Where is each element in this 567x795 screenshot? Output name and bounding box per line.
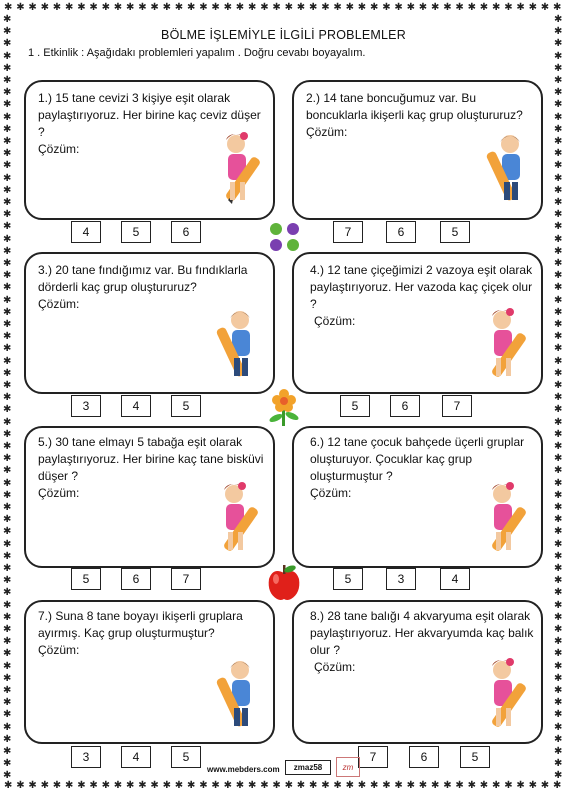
border-star-icon: ✱ <box>4 2 13 13</box>
border-star-icon: ✱ <box>3 489 12 501</box>
border-star-icon: ✱ <box>309 780 318 791</box>
answer-option[interactable]: 6 <box>171 221 201 243</box>
border-star-icon: ✱ <box>554 697 563 709</box>
border-star-icon: ✱ <box>3 270 12 282</box>
border-star-icon: ✱ <box>101 2 110 13</box>
border-star-icon: ✱ <box>554 75 563 86</box>
border-star-icon: ✱ <box>3 221 12 233</box>
boy-with-pencil-icon <box>482 130 542 210</box>
border-star-icon: ✱ <box>540 2 550 13</box>
border-star-icon: ✱ <box>504 780 513 791</box>
border-star-icon: ✱ <box>260 780 269 791</box>
border-star-icon: ✱ <box>272 2 281 13</box>
border-star-icon: ✱ <box>554 672 563 684</box>
border-star-icon: ✱ <box>554 245 563 257</box>
problem-card-4 <box>292 252 543 394</box>
border-star-icon: ✱ <box>3 563 12 574</box>
border-star-icon: ✱ <box>333 780 342 791</box>
answer-option[interactable]: 7 <box>333 221 363 243</box>
instruction-text: 1 . Etkinlik : Aşağıdakı problemleri yapalım . Doğru cevabı boyayalım. <box>28 47 366 59</box>
border-star-icon: ✱ <box>554 502 563 513</box>
border-star-icon: ✱ <box>431 2 440 13</box>
border-star-icon: ✱ <box>554 14 563 25</box>
answer-option[interactable]: 7 <box>171 568 201 590</box>
border-star-icon: ✱ <box>3 38 12 50</box>
solution-label-5: Çözüm: <box>38 486 80 500</box>
border-star-icon: ✱ <box>3 14 12 25</box>
border-star-icon: ✱ <box>554 331 563 343</box>
border-star-icon: ✱ <box>3 50 12 62</box>
border-star-icon: ✱ <box>248 780 257 791</box>
border-star-icon: ✱ <box>174 780 184 791</box>
border-star-icon: ✱ <box>554 416 563 428</box>
border-star-icon: ✱ <box>3 282 12 294</box>
border-star-icon: ✱ <box>3 611 12 623</box>
problem-card-6 <box>292 426 543 568</box>
apple-icon <box>265 563 303 603</box>
border-star-icon: ✱ <box>382 2 391 13</box>
border-star-icon: ✱ <box>554 563 563 574</box>
border-star-icon: ✱ <box>554 26 563 38</box>
answer-option[interactable]: 7 <box>442 395 472 417</box>
border-star-icon: ✱ <box>554 184 563 196</box>
border-star-icon: ✱ <box>3 770 12 782</box>
border-star-icon: ✱ <box>113 2 123 13</box>
border-star-icon: ✱ <box>321 780 330 791</box>
border-star-icon: ✱ <box>16 780 25 791</box>
border-star-icon: ✱ <box>455 780 464 791</box>
border-star-icon: ✱ <box>3 587 12 599</box>
boy-with-pencil-icon <box>212 656 272 736</box>
border-star-icon: ✱ <box>3 87 12 99</box>
border-star-icon: ✱ <box>554 526 563 538</box>
border-star-icon: ✱ <box>235 2 245 13</box>
solution-label-8: Çözüm: <box>314 660 356 674</box>
border-star-icon: ✱ <box>554 233 563 245</box>
answer-option[interactable]: 6 <box>386 221 416 243</box>
border-star-icon: ✱ <box>3 111 12 123</box>
border-star-icon: ✱ <box>554 550 563 562</box>
border-star-icon: ✱ <box>3 526 12 538</box>
border-star-icon: ✱ <box>3 160 12 172</box>
border-star-icon: ✱ <box>554 758 563 770</box>
border-star-icon: ✱ <box>3 148 12 160</box>
border-star-icon: ✱ <box>382 780 391 791</box>
border-star-icon: ✱ <box>3 514 12 526</box>
answer-option[interactable]: 4 <box>440 568 470 590</box>
girl-with-pencil-icon <box>480 656 540 736</box>
border-star-icon: ✱ <box>554 770 563 782</box>
problem-card-7 <box>24 600 275 744</box>
border-star-icon: ✱ <box>554 636 563 648</box>
border-star-icon: ✱ <box>77 780 86 791</box>
border-star-icon: ✱ <box>528 2 537 13</box>
footer-signature: zm <box>336 757 360 777</box>
border-star-icon: ✱ <box>235 780 245 791</box>
border-star-icon: ✱ <box>345 780 354 791</box>
border-star-icon: ✱ <box>199 2 208 13</box>
border-star-icon: ✱ <box>3 733 12 745</box>
solution-label-6: Çözüm: <box>310 486 352 500</box>
answer-option[interactable]: 5 <box>71 568 101 590</box>
border-star-icon: ✱ <box>3 441 12 452</box>
solution-label-2: Çözüm: <box>306 125 348 139</box>
answer-option[interactable]: 3 <box>386 568 416 590</box>
border-star-icon: ✱ <box>554 660 563 672</box>
border-star-icon: ✱ <box>138 2 147 13</box>
border-star-icon: ✱ <box>3 26 12 38</box>
answer-option[interactable]: 5 <box>121 221 151 243</box>
border-star-icon: ✱ <box>3 660 12 672</box>
problem-text-5: 5.) 30 tane elmayı 5 tabağa eşit olarak paylaştırıyoruz. Her birine kaç tane bisküvi düşer ? Çözüm: <box>38 434 270 502</box>
border-star-icon: ✱ <box>554 599 563 611</box>
border-star-icon: ✱ <box>199 780 208 791</box>
border-star-icon: ✱ <box>187 2 196 13</box>
border-star-icon: ✱ <box>554 733 563 745</box>
border-star-icon: ✱ <box>554 160 563 172</box>
answer-option[interactable]: 5 <box>171 395 201 417</box>
border-star-icon: ✱ <box>554 209 563 221</box>
girl-with-pencil-icon <box>480 480 540 560</box>
border-star-icon: ✱ <box>467 780 476 791</box>
problem-card-5 <box>24 426 275 568</box>
border-star-icon: ✱ <box>540 780 550 791</box>
border-star-icon: ✱ <box>554 685 563 696</box>
border-star-icon: ✱ <box>3 624 12 635</box>
border-star-icon: ✱ <box>3 355 12 367</box>
border-star-icon: ✱ <box>554 380 563 391</box>
border-star-icon: ✱ <box>3 416 12 428</box>
border-star-icon: ✱ <box>284 2 293 13</box>
border-star-icon: ✱ <box>554 648 563 660</box>
border-star-icon: ✱ <box>89 780 98 791</box>
solution-label-1: Çözüm: <box>38 142 80 156</box>
border-star-icon: ✱ <box>554 50 563 62</box>
border-star-icon: ✱ <box>554 392 563 404</box>
border-star-icon: ✱ <box>138 780 147 791</box>
border-star-icon: ✱ <box>554 355 563 367</box>
border-star-icon: ✱ <box>3 575 12 587</box>
border-star-icon: ✱ <box>3 99 12 111</box>
border-star-icon: ✱ <box>554 99 563 111</box>
answer-option[interactable]: 5 <box>171 746 201 768</box>
answer-option[interactable]: 5 <box>333 568 363 590</box>
problem-text-3: 3.) 20 tane fındığımız var. Bu fındıklarla dörderli kaç grup oluştururuz? Çözüm: <box>38 262 268 313</box>
problem-text-2: 2.) 14 tane boncuğumuz var. Bu boncuklarla ikişerli kaç grup oluştururuz? Çözüm: <box>306 90 538 141</box>
beads-icon <box>267 221 303 253</box>
border-star-icon: ✱ <box>504 2 513 13</box>
girl-with-pencil-icon <box>480 306 540 386</box>
problem-text-8: 8.) 28 tane balığı 4 akvaryuma eşit olarak paylaştırıyoruz. Her akvaryumda kaç balık olur ? Çözüm: <box>310 608 542 676</box>
border-star-icon: ✱ <box>554 343 563 355</box>
answer-option[interactable]: 6 <box>390 395 420 417</box>
border-star-icon: ✱ <box>553 2 562 13</box>
border-star-icon: ✱ <box>3 392 12 404</box>
border-star-icon: ✱ <box>3 477 12 489</box>
answer-option[interactable]: 6 <box>409 746 439 768</box>
border-star-icon: ✱ <box>3 453 12 465</box>
answer-option[interactable]: 3 <box>71 746 101 768</box>
border-star-icon: ✱ <box>345 2 354 13</box>
border-star-icon: ✱ <box>554 172 563 184</box>
border-star-icon: ✱ <box>3 428 12 440</box>
border-star-icon: ✱ <box>554 428 563 440</box>
page-title: BÖLME İŞLEMİYLE İLGİLİ PROBLEMLER <box>161 28 406 42</box>
border-star-icon: ✱ <box>554 575 563 587</box>
border-star-icon: ✱ <box>3 184 12 196</box>
border-star-icon: ✱ <box>554 514 563 526</box>
border-star-icon: ✱ <box>174 2 184 13</box>
border-star-icon: ✱ <box>3 648 12 660</box>
border-star-icon: ✱ <box>554 624 563 635</box>
border-star-icon: ✱ <box>3 465 12 477</box>
border-star-icon: ✱ <box>4 780 13 791</box>
border-star-icon: ✱ <box>554 197 563 208</box>
border-star-icon: ✱ <box>443 2 452 13</box>
answer-option[interactable]: 5 <box>440 221 470 243</box>
border-star-icon: ✱ <box>3 62 12 74</box>
border-star-icon: ✱ <box>554 441 563 452</box>
border-star-icon: ✱ <box>516 780 525 791</box>
border-star-icon: ✱ <box>162 780 171 791</box>
border-star-icon: ✱ <box>260 2 269 13</box>
border-star-icon: ✱ <box>65 780 74 791</box>
girl-with-pencil-icon <box>214 130 274 210</box>
border-star-icon: ✱ <box>3 404 12 416</box>
border-star-icon: ✱ <box>443 780 452 791</box>
border-star-icon: ✱ <box>3 672 12 684</box>
answer-option[interactable]: 5 <box>460 746 490 768</box>
border-star-icon: ✱ <box>52 780 62 791</box>
border-star-icon: ✱ <box>554 38 563 50</box>
border-star-icon: ✱ <box>554 136 563 147</box>
problem-text-7: 7.) Suna 8 tane boyayı ikişerli gruplara ayırmış. Kaç grup oluşturmuştur? Çözüm: <box>38 608 272 659</box>
border-star-icon: ✱ <box>40 780 49 791</box>
border-star-icon: ✱ <box>467 2 476 13</box>
border-star-icon: ✱ <box>492 2 501 13</box>
answer-option[interactable]: 4 <box>121 395 151 417</box>
border-star-icon: ✱ <box>3 599 12 611</box>
border-star-icon: ✱ <box>554 294 563 306</box>
border-star-icon: ✱ <box>272 780 281 791</box>
border-star-icon: ✱ <box>3 172 12 184</box>
border-star-icon: ✱ <box>554 270 563 282</box>
border-star-icon: ✱ <box>113 780 123 791</box>
border-star-icon: ✱ <box>296 780 306 791</box>
solution-label-7: Çözüm: <box>38 643 80 657</box>
border-star-icon: ✱ <box>77 2 86 13</box>
border-star-icon: ✱ <box>3 123 12 135</box>
answer-option[interactable]: 3 <box>71 395 101 417</box>
border-star-icon: ✱ <box>3 75 12 86</box>
border-star-icon: ✱ <box>3 331 12 343</box>
problem-text-6: 6.) 12 tane çocuk bahçede üçerli gruplar oluşturuyor. Çocuklar kaç grup oluşturmuştur ? Çözüm: <box>310 434 532 502</box>
border-star-icon: ✱ <box>554 87 563 99</box>
border-star-icon: ✱ <box>3 758 12 770</box>
border-star-icon: ✱ <box>418 780 428 791</box>
border-star-icon: ✱ <box>3 294 12 306</box>
border-star-icon: ✱ <box>223 780 232 791</box>
border-star-icon: ✱ <box>528 780 537 791</box>
border-star-icon: ✱ <box>3 367 12 379</box>
border-star-icon: ✱ <box>554 404 563 416</box>
border-star-icon: ✱ <box>479 780 489 791</box>
border-star-icon: ✱ <box>3 258 12 269</box>
boy-with-pencil-icon <box>212 306 272 386</box>
border-star-icon: ✱ <box>248 2 257 13</box>
border-star-icon: ✱ <box>394 2 403 13</box>
border-star-icon: ✱ <box>554 123 563 135</box>
border-star-icon: ✱ <box>455 2 464 13</box>
border-star-icon: ✱ <box>3 306 12 318</box>
border-star-icon: ✱ <box>309 2 318 13</box>
border-star-icon: ✱ <box>554 477 563 489</box>
border-star-icon: ✱ <box>3 721 12 733</box>
border-star-icon: ✱ <box>554 282 563 294</box>
answer-option[interactable]: 4 <box>121 746 151 768</box>
border-star-icon: ✱ <box>40 2 49 13</box>
border-star-icon: ✱ <box>370 780 379 791</box>
border-star-icon: ✱ <box>357 780 367 791</box>
footer-badge: zmaz58 <box>285 760 331 775</box>
border-star-icon: ✱ <box>370 2 379 13</box>
border-star-icon: ✱ <box>406 2 415 13</box>
problem-card-3 <box>24 252 275 394</box>
border-star-icon: ✱ <box>3 233 12 245</box>
border-star-icon: ✱ <box>554 62 563 74</box>
border-star-icon: ✱ <box>418 2 428 13</box>
border-star-icon: ✱ <box>554 221 563 233</box>
border-star-icon: ✱ <box>150 2 159 13</box>
border-star-icon: ✱ <box>554 489 563 501</box>
border-star-icon: ✱ <box>406 780 415 791</box>
problem-text-4: 4.) 12 tane çiçeğimizi 2 vazoya eşit olarak paylaştırıyoruz. Her vazoda kaç çiçek olur ? Çözüm: <box>310 262 538 330</box>
answer-option[interactable]: 7 <box>358 746 388 768</box>
answer-option[interactable]: 4 <box>71 221 101 243</box>
border-star-icon: ✱ <box>3 380 12 391</box>
border-star-icon: ✱ <box>296 2 306 13</box>
border-star-icon: ✱ <box>3 245 12 257</box>
border-star-icon: ✱ <box>357 2 367 13</box>
border-star-icon: ✱ <box>431 780 440 791</box>
border-star-icon: ✱ <box>321 2 330 13</box>
border-star-icon: ✱ <box>554 111 563 123</box>
border-star-icon: ✱ <box>553 780 562 791</box>
border-star-icon: ✱ <box>479 2 489 13</box>
border-star-icon: ✱ <box>16 2 25 13</box>
border-star-icon: ✱ <box>223 2 232 13</box>
border-star-icon: ✱ <box>554 721 563 733</box>
border-star-icon: ✱ <box>3 136 12 147</box>
problem-card-1 <box>24 80 275 220</box>
border-star-icon: ✱ <box>211 780 220 791</box>
border-star-icon: ✱ <box>3 319 12 330</box>
border-star-icon: ✱ <box>3 746 12 757</box>
border-star-icon: ✱ <box>554 367 563 379</box>
border-star-icon: ✱ <box>3 685 12 696</box>
border-star-icon: ✱ <box>3 636 12 648</box>
border-star-icon: ✱ <box>3 197 12 208</box>
border-star-icon: ✱ <box>89 2 98 13</box>
border-star-icon: ✱ <box>3 550 12 562</box>
border-star-icon: ✱ <box>394 780 403 791</box>
border-star-icon: ✱ <box>3 343 12 355</box>
border-star-icon: ✱ <box>554 258 563 269</box>
girl-with-pencil-icon <box>212 480 272 560</box>
problem-text-1: 1.) 15 tane cevizi 3 kişiye eşit olarak paylaştırıyoruz. Her birine kaç ceviz düşer ? Çözüm: <box>38 90 266 158</box>
problem-card-8 <box>292 600 543 744</box>
border-star-icon: ✱ <box>3 209 12 221</box>
problem-card-2 <box>292 80 543 220</box>
border-star-icon: ✱ <box>3 697 12 709</box>
footer-website: www.mebders.com <box>207 765 280 774</box>
border-star-icon: ✱ <box>554 319 563 330</box>
border-star-icon: ✱ <box>28 780 37 791</box>
flower-icon <box>266 388 302 428</box>
border-star-icon: ✱ <box>554 306 563 318</box>
border-star-icon: ✱ <box>516 2 525 13</box>
border-star-icon: ✱ <box>554 148 563 160</box>
solution-label-3: Çözüm: <box>38 297 80 311</box>
border-star-icon: ✱ <box>554 587 563 599</box>
border-star-icon: ✱ <box>126 2 135 13</box>
border-star-icon: ✱ <box>554 746 563 757</box>
border-star-icon: ✱ <box>554 453 563 465</box>
border-star-icon: ✱ <box>126 780 135 791</box>
border-star-icon: ✱ <box>554 709 563 721</box>
border-star-icon: ✱ <box>554 465 563 477</box>
border-star-icon: ✱ <box>3 538 12 550</box>
border-star-icon: ✱ <box>28 2 37 13</box>
border-star-icon: ✱ <box>162 2 171 13</box>
border-star-icon: ✱ <box>333 2 342 13</box>
solution-label-4: Çözüm: <box>314 314 356 328</box>
border-star-icon: ✱ <box>211 2 220 13</box>
border-star-icon: ✱ <box>492 780 501 791</box>
border-star-icon: ✱ <box>554 611 563 623</box>
border-star-icon: ✱ <box>187 780 196 791</box>
border-star-icon: ✱ <box>284 780 293 791</box>
border-star-icon: ✱ <box>65 2 74 13</box>
border-star-icon: ✱ <box>150 780 159 791</box>
answer-option[interactable]: 6 <box>121 568 151 590</box>
border-star-icon: ✱ <box>3 502 12 513</box>
border-star-icon: ✱ <box>554 538 563 550</box>
border-star-icon: ✱ <box>3 709 12 721</box>
border-star-icon: ✱ <box>52 2 62 13</box>
border-star-icon: ✱ <box>101 780 110 791</box>
answer-option[interactable]: 5 <box>340 395 370 417</box>
